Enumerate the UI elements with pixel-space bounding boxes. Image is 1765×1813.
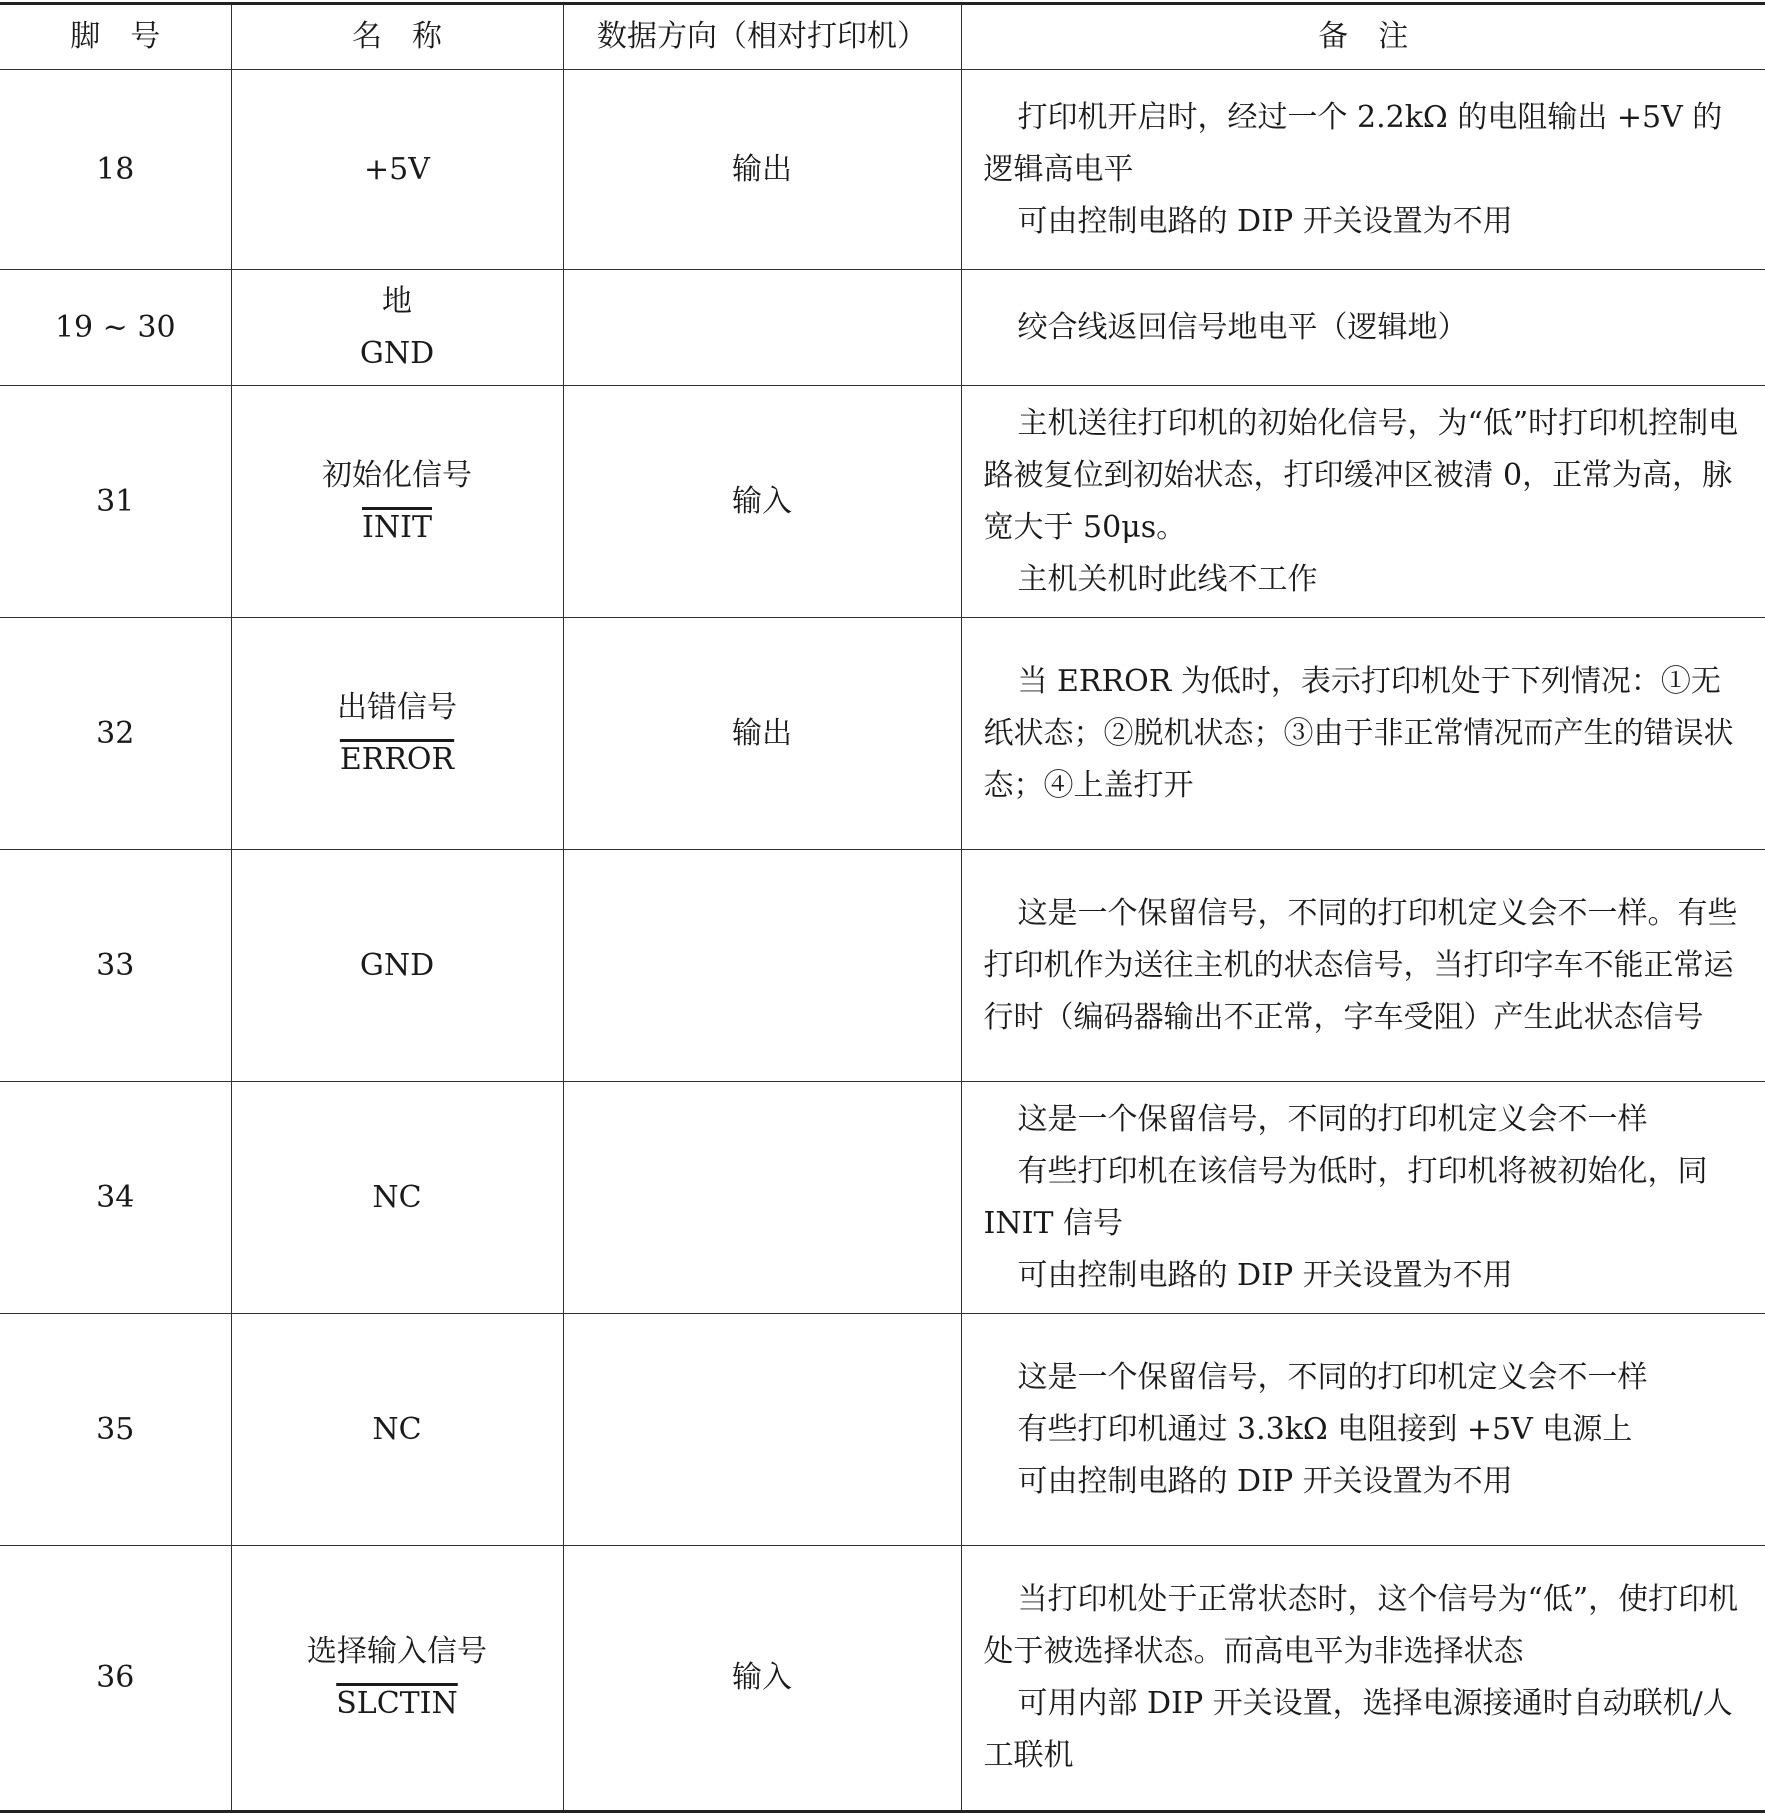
table-row [0,1314,1765,1546]
name-cell [231,1314,563,1546]
name-cell [231,618,563,850]
name-cell [231,1546,563,1812]
remark-cell [961,1546,1765,1812]
remark-line: 有些打印机在该信号为低时，打印机将被初始化，同 INIT 信号 [983,1153,1708,1241]
remark-cell [961,386,1765,618]
direction-cell [563,850,961,1082]
pin-cell: 19 ~ 30 [0,270,231,386]
signal-name-cn: 地 [382,283,412,319]
signal-name: +5V [364,151,430,187]
table-row [0,618,1765,850]
direction-cell [563,270,961,386]
signal-name-active-low: SLCTIN [336,1686,458,1721]
pin-cell: 31 [0,386,231,618]
pin-cell: 18 [0,70,231,270]
name-cell [231,270,563,386]
remark-line: 这是一个保留信号，不同的打印机定义会不一样 [1017,1101,1648,1137]
signal-name-active-low: ERROR [339,741,455,777]
direction-cell: 输入 [563,1546,961,1812]
signal-name-active-low: INIT [362,509,432,545]
signal-name: NC [372,1411,422,1447]
table-row [0,70,1765,270]
name-cell [231,70,563,270]
remark-line: 这是一个保留信号，不同的打印机定义会不一样 [1017,1359,1648,1395]
pin-cell: 33 [0,850,231,1082]
table-row [0,1082,1765,1314]
remark-cell [961,1314,1765,1546]
remark-line: 可由控制电路的 DIP 开关设置为不用 [1017,1257,1513,1293]
remark-line: 主机关机时此线不工作 [1017,561,1318,597]
table-row [0,386,1765,618]
signal-name-cn: 选择输入信号 [307,1634,487,1669]
pin-cell: 32 [0,618,231,850]
remark-line: 当打印机处于正常状态时，这个信号为“低”，使打印机处于被选择状态。而高电平为非选择状态 [983,1582,1739,1669]
remark-cell [961,70,1765,270]
signal-name-cn: 初始化信号 [322,457,472,493]
remark-cell [961,270,1765,386]
remark-line: 可由控制电路的 DIP 开关设置为不用 [1017,203,1513,239]
signal-name: NC [372,1179,422,1215]
pin-cell: 36 [0,1546,231,1812]
pin-definition-table [0,2,1765,1813]
table-row [0,270,1765,386]
remark-cell [961,1082,1765,1314]
remark-line: 可由控制电路的 DIP 开关设置为不用 [1017,1463,1513,1499]
remark-line: 可用内部 DIP 开关设置，选择电源接通时自动联机/人工联机 [983,1686,1733,1773]
remark-line: 当 ERROR 为低时，表示打印机处于下列情况：①无纸状态；②脱机状态；③由于非正常情况而产生的错误状态；④上盖打开 [983,663,1734,803]
remark-cell [961,850,1765,1082]
name-cell [231,1082,563,1314]
signal-name-cn: 出错信号 [337,689,457,725]
header-name: 名 称 [231,4,563,70]
remark-line: 这是一个保留信号，不同的打印机定义会不一样。有些打印机作为送往主机的状态信号，当打印字车不能正常运行时（编码器输出不正常，字车受阻）产生此状态信号 [983,895,1738,1035]
name-cell [231,850,563,1082]
remark-cell [961,618,1765,850]
remark-line: 主机送往打印机的初始化信号，为“低”时打印机控制电路被复位到初始状态，打印缓冲区被清 0，正常为高，脉宽大于 50μs。 [983,405,1739,545]
header-remark: 备 注 [961,4,1765,70]
header-pin: 脚 号 [0,4,231,70]
direction-cell [563,1314,961,1546]
remark-line: 绞合线返回信号地电平（逻辑地） [1017,309,1468,345]
name-cell [231,386,563,618]
header-direction: 数据方向（相对打印机） [563,4,961,70]
table-row [0,850,1765,1082]
direction-cell: 输入 [563,386,961,618]
remark-line: 有些打印机通过 3.3kΩ 电阻接到 +5V 电源上 [1017,1411,1633,1447]
signal-name: GND [359,335,435,371]
table-row [0,1546,1765,1812]
table-header-row [0,4,1765,70]
direction-cell: 输出 [563,70,961,270]
direction-cell [563,1082,961,1314]
pin-cell: 35 [0,1314,231,1546]
pin-cell: 34 [0,1082,231,1314]
direction-cell: 输出 [563,618,961,850]
signal-name: GND [359,947,435,983]
remark-line: 打印机开启时，经过一个 2.2kΩ 的电阻输出 +5V 的逻辑高电平 [983,99,1723,187]
